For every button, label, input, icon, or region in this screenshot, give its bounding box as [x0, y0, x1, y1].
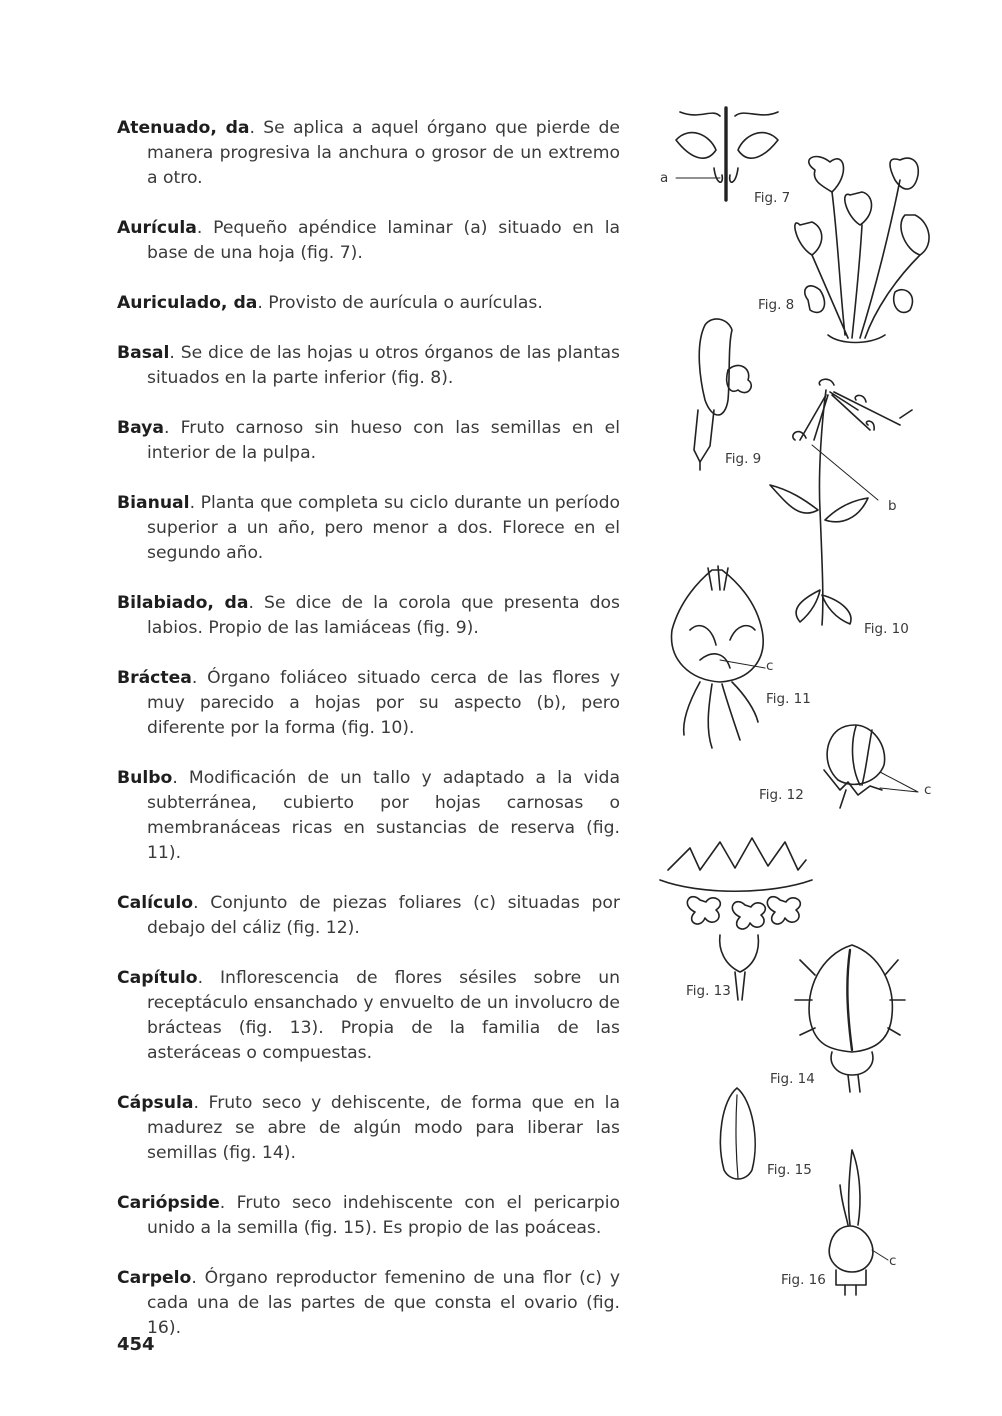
- entry-definition: . Fruto seco y dehiscente, de forma que en la madurez se abre de algún modo para liberar las semillas (fig. 14).: [147, 1093, 620, 1163]
- entry-term: Bulbo: [117, 768, 173, 788]
- entry-definition: . Se dice de las hojas u otros órganos de las plantas situados en la parte inferior (fig. 8).: [147, 343, 620, 388]
- fig12-calyculus-drawing: [824, 725, 918, 808]
- entry-term: Atenuado, da: [117, 118, 250, 138]
- glossary-entry: [117, 491, 620, 566]
- glossary-entry: [117, 341, 620, 391]
- entry-term: Bilabiado, da: [117, 593, 249, 613]
- glossary-entry: [117, 116, 620, 191]
- fig16-carpel-drawing: [829, 1150, 888, 1295]
- fig13-label: Fig. 13: [686, 983, 731, 999]
- fig11-bulb-drawing: [672, 566, 765, 748]
- glossary-entry: [117, 666, 620, 741]
- illustrations-column: [640, 95, 1000, 1305]
- page-number: 454: [117, 1334, 155, 1355]
- entry-term: Carpelo: [117, 1268, 192, 1288]
- fig14-capsule-drawing: [795, 945, 905, 1092]
- entry-definition: . Conjunto de piezas foliares (c) situadas por debajo del cáliz (fig. 12).: [147, 893, 620, 938]
- fig8-label: Fig. 8: [758, 297, 795, 313]
- label-b: b: [888, 498, 897, 514]
- entry-definition: . Pequeño apéndice laminar (a) situado en la base de una hoja (fig. 7).: [147, 218, 620, 263]
- entry-definition: . Planta que completa su ciclo durante un período superior a un año, pero menor a dos. Florece en el segundo año.: [147, 493, 620, 563]
- fig10-label: Fig. 10: [864, 621, 909, 637]
- fig9-bilabiate-corolla-drawing: [694, 319, 751, 470]
- glossary-entry: [117, 216, 620, 266]
- glossary-entry: [117, 966, 620, 1066]
- entry-term: Cariópside: [117, 1193, 220, 1213]
- entry-definition: . Provisto de aurícula o aurículas.: [257, 293, 543, 313]
- glossary-entry: [117, 291, 620, 316]
- glossary-entry: [117, 416, 620, 466]
- entry-definition: . Órgano reproductor femenino de una flor (c) y cada una de las partes de que consta el ovario (fig. 16).: [147, 1268, 620, 1338]
- fig7-auricle-drawing: [676, 108, 778, 200]
- entry-term: Bráctea: [117, 668, 192, 688]
- entry-definition: . Fruto carnoso sin hueso con las semillas en el interior de la pulpa.: [147, 418, 620, 463]
- entry-definition: . Órgano foliáceo situado cerca de las flores y muy parecido a hojas por su aspecto (b), pero diferente por la forma (fig. 10).: [147, 668, 620, 738]
- glossary-entry: [117, 591, 620, 641]
- fig12-label: Fig. 12: [759, 787, 804, 803]
- fig15-caryopsis-drawing: [720, 1088, 755, 1179]
- entry-term: Aurícula: [117, 218, 197, 238]
- glossary-entry: [117, 1191, 620, 1241]
- glossary-entry: [117, 1266, 620, 1341]
- glossary-entry: [117, 1091, 620, 1166]
- entry-definition: . Se dice de la corola que presenta dos labios. Propio de las lamiáceas (fig. 9).: [147, 593, 620, 638]
- fig11-label: Fig. 11: [766, 691, 811, 707]
- fig7-label: Fig. 7: [754, 190, 791, 206]
- glossary-column: [117, 116, 620, 1366]
- entry-term: Basal: [117, 343, 170, 363]
- entry-definition: . Se aplica a aquel órgano que pierde de manera progresiva la anchura o grosor de un extremo a otro.: [147, 118, 620, 188]
- entry-definition: . Inflorescencia de flores sésiles sobre un receptáculo ensanchado y envuelto de un involucro de brácteas (fig. 13). Propia de la familia de las asteráceas o compuestas.: [147, 968, 620, 1063]
- label-c-fig11: c: [766, 658, 774, 674]
- fig14-label: Fig. 14: [770, 1071, 815, 1087]
- entry-term: Calículo: [117, 893, 194, 913]
- fig9-label: Fig. 9: [725, 451, 762, 467]
- entry-term: Bianual: [117, 493, 190, 513]
- entry-term: Baya: [117, 418, 164, 438]
- label-c-fig12: c: [924, 782, 932, 798]
- fig16-label: Fig. 16: [781, 1272, 826, 1288]
- entry-term: Auriculado, da: [117, 293, 258, 313]
- fig8-basal-leaves-drawing: [795, 157, 929, 343]
- glossary-entry: [117, 891, 620, 941]
- entry-term: Cápsula: [117, 1093, 194, 1113]
- fig15-label: Fig. 15: [767, 1162, 812, 1178]
- fig13-capitulum-drawing: [660, 838, 812, 1000]
- entry-definition: . Modificación de un tallo y adaptado a la vida subterránea, cubierto por hojas carnosas o membranáceas ricas en sustancias de reserva (fig. 11).: [147, 768, 620, 863]
- botanical-illustrations: [640, 95, 1000, 1305]
- label-a: a: [660, 170, 669, 186]
- entry-term: Capítulo: [117, 968, 198, 988]
- label-c-fig16: c: [889, 1253, 897, 1269]
- entry-definition: . Fruto seco indehiscente con el pericarpio unido a la semilla (fig. 15). Es propio de las poáceas.: [147, 1193, 620, 1238]
- glossary-entry: [117, 766, 620, 866]
